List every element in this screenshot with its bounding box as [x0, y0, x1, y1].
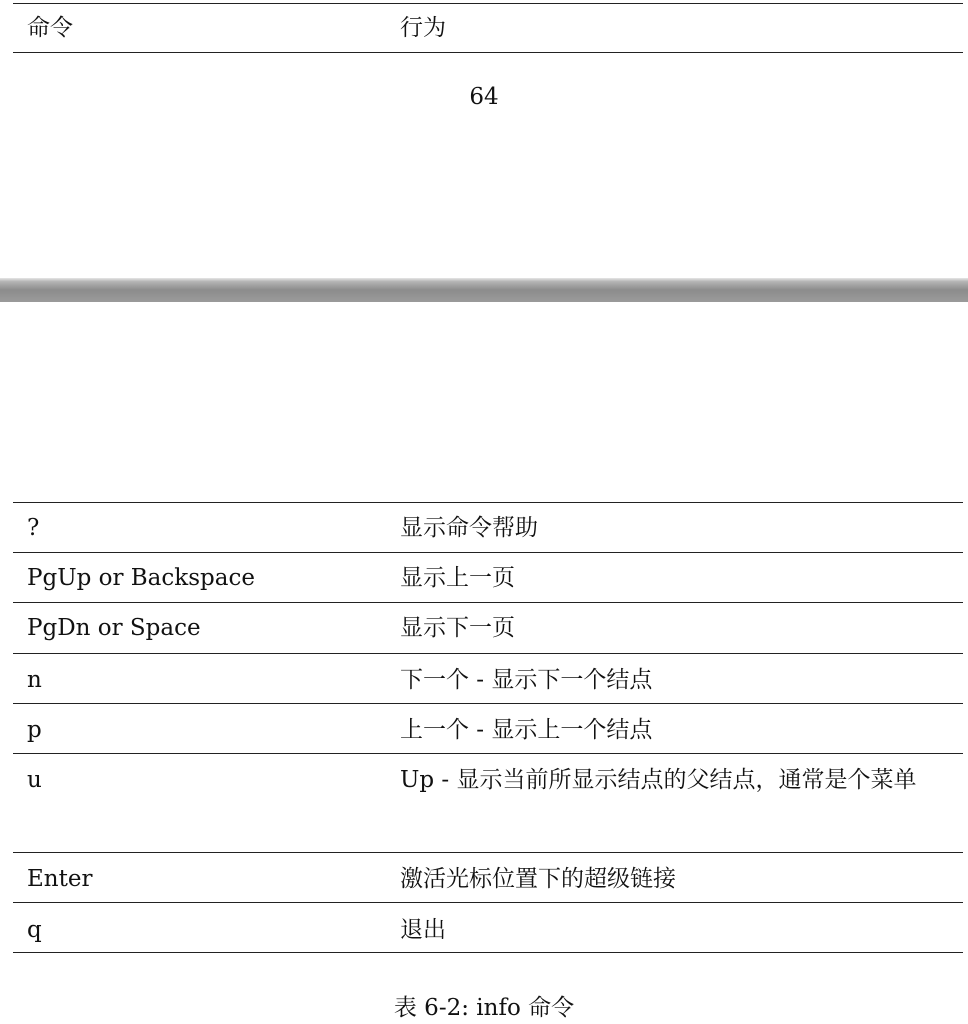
- header-command: 命令: [27, 15, 73, 41]
- table-bottom-rule: [13, 952, 963, 953]
- table-rule: [13, 502, 963, 503]
- row-behavior: 退出: [400, 917, 446, 943]
- table-rule: [13, 902, 963, 903]
- page-number: 64: [469, 84, 499, 110]
- row-command: PgUp or Backspace: [27, 565, 255, 591]
- row-behavior: 显示下一页: [400, 615, 515, 641]
- page-separator: [0, 278, 968, 302]
- row-behavior: 显示命令帮助: [400, 515, 538, 541]
- row-command: Enter: [27, 866, 93, 892]
- row-command: PgDn or Space: [27, 615, 201, 641]
- row-command: u: [27, 767, 42, 793]
- table-rule: [13, 753, 963, 754]
- header-bottom-rule: [13, 52, 963, 53]
- table-rule: [13, 602, 963, 603]
- previous-page: [0, 0, 968, 278]
- row-behavior: 显示上一页: [400, 565, 515, 591]
- table-top-rule: [13, 3, 963, 4]
- table-rule: [13, 552, 963, 553]
- table-rule: [13, 653, 963, 654]
- row-behavior: 上一个 - 显示上一个结点: [400, 717, 653, 743]
- row-command: n: [27, 667, 42, 693]
- row-command: p: [27, 717, 42, 743]
- row-command: ?: [27, 515, 40, 541]
- row-command: q: [27, 917, 42, 943]
- row-behavior: 下一个 - 显示下一个结点: [400, 667, 653, 693]
- table-rule: [13, 703, 963, 704]
- row-behavior: 激活光标位置下的超级链接: [400, 866, 676, 892]
- header-behavior: 行为: [400, 15, 446, 41]
- next-page: [0, 302, 968, 1024]
- row-behavior: Up - 显示当前所显示结点的父结点，通常是个菜单: [400, 767, 917, 793]
- table-rule: [13, 852, 963, 853]
- table-caption: 表 6-2: info 命令: [393, 995, 575, 1021]
